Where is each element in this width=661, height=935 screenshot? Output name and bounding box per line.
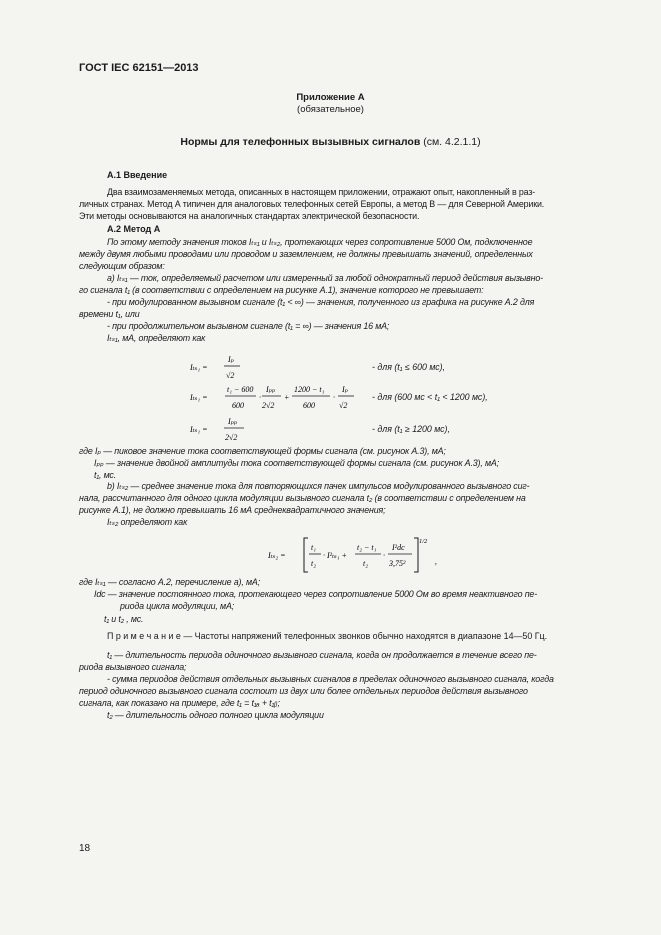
defs2-line-4: t₁ и t₂ , мс. <box>104 614 144 624</box>
page-number: 18 <box>79 843 91 854</box>
formula-4-left-bracket <box>304 538 308 572</box>
formula-its2 <box>268 534 428 576</box>
standard-header: ГОСТ IEC 62151—2013 <box>79 62 199 74</box>
a2-line-9: Iₜₛ₁, мА, определяют как <box>107 333 206 343</box>
formula-1-den: √2 <box>226 371 235 380</box>
formula-2-dot-2: · <box>333 393 335 402</box>
note-text: — Частоты напряжений телефонных звонков обычно находятся в диапазоне 14—50 Гц. <box>180 631 548 641</box>
formula-2-n3: 1200 − t₁ <box>294 385 325 394</box>
formula-4-a-den: t₂ <box>311 559 317 568</box>
formula-1-num: Iₚ <box>228 355 234 364</box>
a2-line-1: По этому методу значения токов Iₜₛ₁ и Iₜₛ₂, протекающих через сопротивление 5000 Ом, подключенное <box>107 237 533 247</box>
formula-2-lhs: Iₜₛ₁ = <box>190 393 208 402</box>
defs3-line-4: период одиночного вызывного сигнала состоит из двух или более отдельных периодов действия вызывного <box>79 686 528 696</box>
a2-line-4: а) Iₜₛ₁ — ток, определяемый расчетом или измеренный за любой однократный период действия вызывно- <box>107 273 543 283</box>
formula-4-b-num: t₂ − t₁ <box>357 543 377 552</box>
defs3-line-5: сигнала, как показано на примере, где t₁ = t₁ₐ + t₁ᵦ; <box>79 698 280 708</box>
formula-1-condition: - для (t₁ ≤ 600 мс), <box>372 362 446 372</box>
formula-4-a-num: t₁ <box>311 543 317 552</box>
defs2-line-2: Idc — значение постоянного тока, протекающего через сопротивление 5000 Ом во время неактивного пе- <box>94 589 538 599</box>
defs3-line-6: t₂ — длительность одного полного цикла модуляции <box>107 710 324 720</box>
formula-4-a-mul: · I²ₜₛ₁ + <box>323 551 347 560</box>
formula-2-n4: Iₚ <box>342 385 348 394</box>
b-line-4: Iₜₛ₂ определяют как <box>107 517 188 527</box>
annex-heading-ref: (см. 4.2.1.1) <box>423 136 481 148</box>
annex-title: Приложение А <box>296 92 365 103</box>
formula-3-den: 2√2 <box>225 433 238 442</box>
annex-status: (обязательное) <box>297 104 364 115</box>
formula-3-num: Iₚₚ <box>228 417 238 426</box>
formula-2-n1: t₁ − 600 <box>227 385 254 394</box>
formula-3-lhs: Iₜₛ₁ = <box>190 425 208 434</box>
defs1-line-3: t₁, мс. <box>94 470 117 480</box>
formula-3-condition: - для (t₁ ≥ 1200 мс), <box>372 424 450 434</box>
a1-line-2: личных странах. Метод А типичен для аналоговых телефонных сетей Европы, а метод В — для Северной Америки. <box>79 199 545 209</box>
section-a2-title: А.2 Метод А <box>107 224 161 234</box>
formula-its1-peak <box>190 350 280 384</box>
a2-line-5: го сигнала t₁ (в соответствии с определением на рисунке А.1), значение которого не превышает: <box>79 285 484 295</box>
formula-4-lhs: Iₜₛ₂ = <box>268 551 286 560</box>
defs2-line-1: где Iₜₛ₁ — согласно А.2, перечисление а), мА; <box>79 577 261 587</box>
defs1-line-2: Iₚₚ — значение двойной амплитуды тока соответствующей формы сигнала (см. рисунок А.3), мА; <box>94 458 500 468</box>
a1-line-1: Два взаимозаменяемых метода, описанных в настоящем приложении, отражают опыт, накопленный в раз- <box>107 187 536 197</box>
b-line-3: рисунке А.1), не должно превышать 16 мА среднеквадратичного значения; <box>79 505 386 515</box>
formula-its1-double-amplitude <box>190 412 280 446</box>
formula-1-lhs: Iₜₛ₁ = <box>190 363 208 372</box>
a2-line-7: времени t₁, или <box>79 309 140 319</box>
formula-4-exponent: 1/2 <box>419 538 428 545</box>
formula-4-c-den: 3,75² <box>389 559 406 568</box>
a2-line-2: между двумя любыми проводами или проводом и заземлением, не должны превышать значений, определенных <box>79 249 533 259</box>
a2-line-3: следующим образом: <box>79 261 165 271</box>
defs3-line-3: - сумма периодов действия отдельных вызывных сигналов в пределах одиночного вызывного сигнала, когда <box>107 674 554 684</box>
formula-2-dot-1: · <box>259 393 261 402</box>
note <box>107 631 547 642</box>
a1-line-3: Эти методы основываются на аналогичных стандартах электрической безопасности. <box>79 211 420 221</box>
defs2-line-3: риода цикла модуляции, мА; <box>120 601 235 611</box>
b-line-1: b) Iₜₛ₂ — среднее значение тока для повторяющихся пачек импульсов модулированного вызывного сиг- <box>107 481 530 491</box>
defs3-line-1: t₁ — длительность периода одиночного вызывного сигнала, когда он продолжается в течение всего пе- <box>107 650 537 660</box>
annex-heading <box>0 136 661 148</box>
formula-2-d4: √2 <box>339 401 348 410</box>
formula-4-dot: · <box>383 551 385 560</box>
annex-heading-text: Нормы для телефонных вызывных сигналов <box>180 136 421 148</box>
formula-2-d3: 600 <box>303 401 315 410</box>
formula-2-n2: Iₚₚ <box>266 385 276 394</box>
b-line-2: нала, рассчитанного для одного цикла модуляции вызывного сигнала t₂ (в соответствии с определением на <box>79 493 526 503</box>
formula-4-right-bracket <box>414 538 418 572</box>
formula-2-plus: + <box>284 393 290 402</box>
a2-line-6: - при модулированном вызывном сигнале (t₁ < ∞) — значения, полученного из графика на рисунке А.2 для <box>107 297 535 307</box>
note-label: П р и м е ч а н и е <box>107 631 181 641</box>
section-a1-title: А.1 Введение <box>107 170 168 180</box>
formula-4-b-den: t₂ <box>363 559 369 568</box>
a2-line-8: - при продолжительном вызывном сигнале (t₁ = ∞) — значения 16 мА; <box>107 321 390 331</box>
defs3-line-2: риода вызывного сигнала; <box>79 662 187 672</box>
formula-4-comma: , <box>435 556 438 566</box>
formula-2-condition: - для (600 мс < t₁ < 1200 мс), <box>372 392 488 402</box>
formula-its1-interval <box>190 380 360 414</box>
formula-4-c-num: I²dc <box>392 543 405 552</box>
formula-2-d2: 2√2 <box>262 401 275 410</box>
defs1-line-1: где Iₚ — пиковое значение тока соответствующей формы сигнала (см. рисунок А.3), мА; <box>79 446 446 456</box>
formula-2-d1: 600 <box>232 401 244 410</box>
